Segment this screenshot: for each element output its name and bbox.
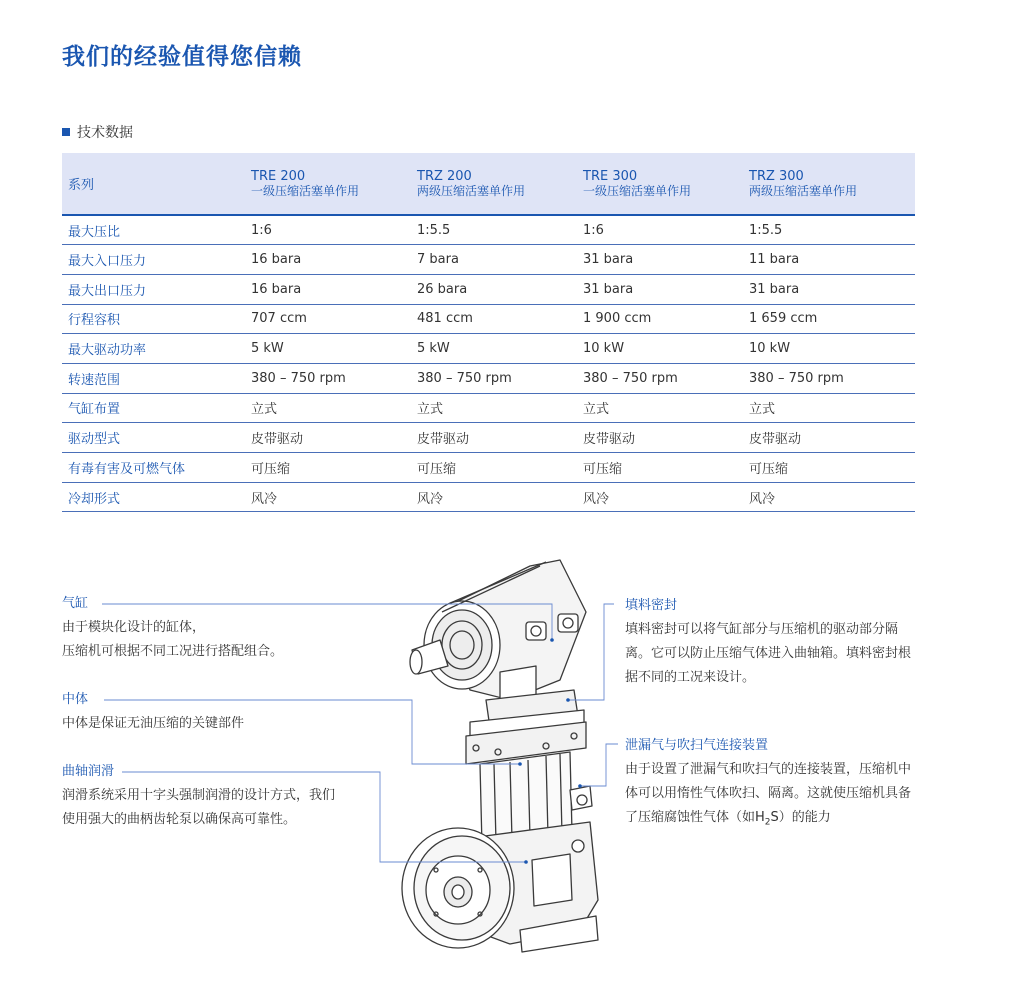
cell-value: 380 – 750 rpm xyxy=(583,370,678,386)
model-desc: 一级压缩活塞单作用 xyxy=(583,183,692,198)
callout-text: 填料密封可以将气缸部分与压缩机的驱动部分隔 xyxy=(625,622,899,637)
cell-value: 707 ccm xyxy=(251,311,307,327)
cell-value: 1:5.5 xyxy=(417,222,451,238)
model-name: TRE 200 xyxy=(251,168,306,184)
pulley-drawing xyxy=(402,828,514,948)
cell-value: 风冷 xyxy=(417,491,444,507)
model-desc: 两级压缩活塞单作用 xyxy=(417,183,526,198)
callout-title: 曲轴润滑 xyxy=(62,764,115,779)
row-label: 最大压比 xyxy=(68,224,121,240)
cell-value: 10 kW xyxy=(749,341,791,357)
cell-value: 26 bara xyxy=(417,281,468,297)
row-label: 行程容积 xyxy=(68,313,121,329)
callout-title: 泄漏气与吹扫气连接装置 xyxy=(625,738,769,753)
cell-value: 可压缩 xyxy=(251,461,291,477)
callout-text: 离。它可以防止压缩气体进入曲轴箱。填料密封根 xyxy=(625,646,912,661)
cell-value: 16 bara xyxy=(251,252,302,268)
callout-middle-body xyxy=(62,688,362,736)
row-label: 最大入口压力 xyxy=(68,254,147,270)
callout-text: 由于设置了泄漏气和吹扫气的连接装置，压缩机中 xyxy=(625,762,912,777)
row-label: 转速范围 xyxy=(68,372,121,388)
callout-text: 中体是保证无油压缩的关键部件 xyxy=(62,716,245,731)
model-name: TRZ 300 xyxy=(749,168,804,184)
cell-value: 1:5.5 xyxy=(749,222,783,238)
callout-text: 据不同的工况来设计。 xyxy=(625,670,756,685)
cell-value: 可压缩 xyxy=(417,461,457,477)
cell-value: 380 – 750 rpm xyxy=(251,370,346,386)
cell-value: 31 bara xyxy=(583,281,634,297)
callout-text: 压缩机可根据不同工况进行搭配组合。 xyxy=(62,644,284,659)
callout-text-last xyxy=(625,806,925,835)
model-desc: 一级压缩活塞单作用 xyxy=(251,183,360,198)
model-name: TRE 300 xyxy=(583,168,638,184)
callout-title: 填料密封 xyxy=(625,598,678,613)
cell-value: 380 – 750 rpm xyxy=(749,370,844,386)
model-desc: 两级压缩活塞单作用 xyxy=(749,183,858,198)
cell-value: 皮带驱动 xyxy=(251,432,304,448)
cell-value: 风冷 xyxy=(749,491,776,507)
cell-value: 立式 xyxy=(583,402,610,418)
section-heading-text: 技术数据 xyxy=(77,125,133,141)
cell-value: 1:6 xyxy=(583,222,604,238)
cell-value: 风冷 xyxy=(583,491,610,507)
cell-value: 皮带驱动 xyxy=(583,432,636,448)
cell-value: 可压缩 xyxy=(749,461,789,477)
callout-text: 体可以用惰性气体吹扫、隔离。这就使压缩机具备 xyxy=(625,786,912,801)
cell-value: 立式 xyxy=(417,402,444,418)
cell-value: 可压缩 xyxy=(583,461,623,477)
cell-value: 1 900 ccm xyxy=(583,311,652,327)
cell-value: 皮带驱动 xyxy=(749,432,802,448)
callout-text-part: 了压缩腐蚀性气体（如H xyxy=(625,810,765,825)
cell-value: 31 bara xyxy=(583,252,634,268)
row-label: 气缸布置 xyxy=(68,402,121,418)
leader-dot xyxy=(524,860,528,864)
cell-value: 立式 xyxy=(749,402,776,418)
cell-value: 481 ccm xyxy=(417,311,473,327)
model-name: TRZ 200 xyxy=(417,168,472,184)
callout-text: 使用强大的曲柄齿轮泵以确保高可靠性。 xyxy=(62,812,297,827)
leader-dot xyxy=(566,698,570,702)
callout-leak-purge xyxy=(625,734,925,835)
cell-value: 立式 xyxy=(251,402,278,418)
subscript: 2 xyxy=(764,817,771,828)
cell-value: 380 – 750 rpm xyxy=(417,370,512,386)
cell-value: 皮带驱动 xyxy=(417,432,470,448)
callout-text-part: S）的能力 xyxy=(770,810,831,825)
cell-value: 5 kW xyxy=(417,341,450,357)
cell-value: 16 bara xyxy=(251,281,302,297)
row-label: 最大驱动功率 xyxy=(68,343,147,359)
header-series-label: 系列 xyxy=(68,178,95,193)
callout-text: 由于模块化设计的缸体， xyxy=(62,620,206,635)
callout-text: 润滑系统采用十字头强制润滑的设计方式，我们 xyxy=(62,788,336,803)
cell-value: 31 bara xyxy=(749,281,800,297)
callout-crank-lubrication xyxy=(62,760,362,832)
leader-dot xyxy=(550,638,554,642)
cell-value: 10 kW xyxy=(583,341,625,357)
row-label: 最大出口压力 xyxy=(68,283,147,299)
cell-value: 5 kW xyxy=(251,341,284,357)
row-label: 冷却形式 xyxy=(68,491,121,507)
callout-cylinder xyxy=(62,592,362,664)
leader-dot xyxy=(578,784,582,788)
leader-dot xyxy=(518,762,522,766)
cell-value: 1:6 xyxy=(251,222,272,238)
cell-value: 1 659 ccm xyxy=(749,311,818,327)
callout-title: 气缸 xyxy=(62,596,89,611)
cell-value: 风冷 xyxy=(251,491,278,507)
callout-packing-seal xyxy=(625,594,925,690)
page-title: 我们的经验值得您信赖 xyxy=(62,44,302,70)
motor-drawing xyxy=(410,560,586,702)
callout-title: 中体 xyxy=(62,692,89,707)
cell-value: 7 bara xyxy=(417,252,459,268)
cell-value: 11 bara xyxy=(749,252,800,268)
row-label: 有毒有害及可燃气体 xyxy=(68,461,186,477)
row-label: 驱动型式 xyxy=(68,432,121,448)
leader-line-leak xyxy=(580,744,618,786)
